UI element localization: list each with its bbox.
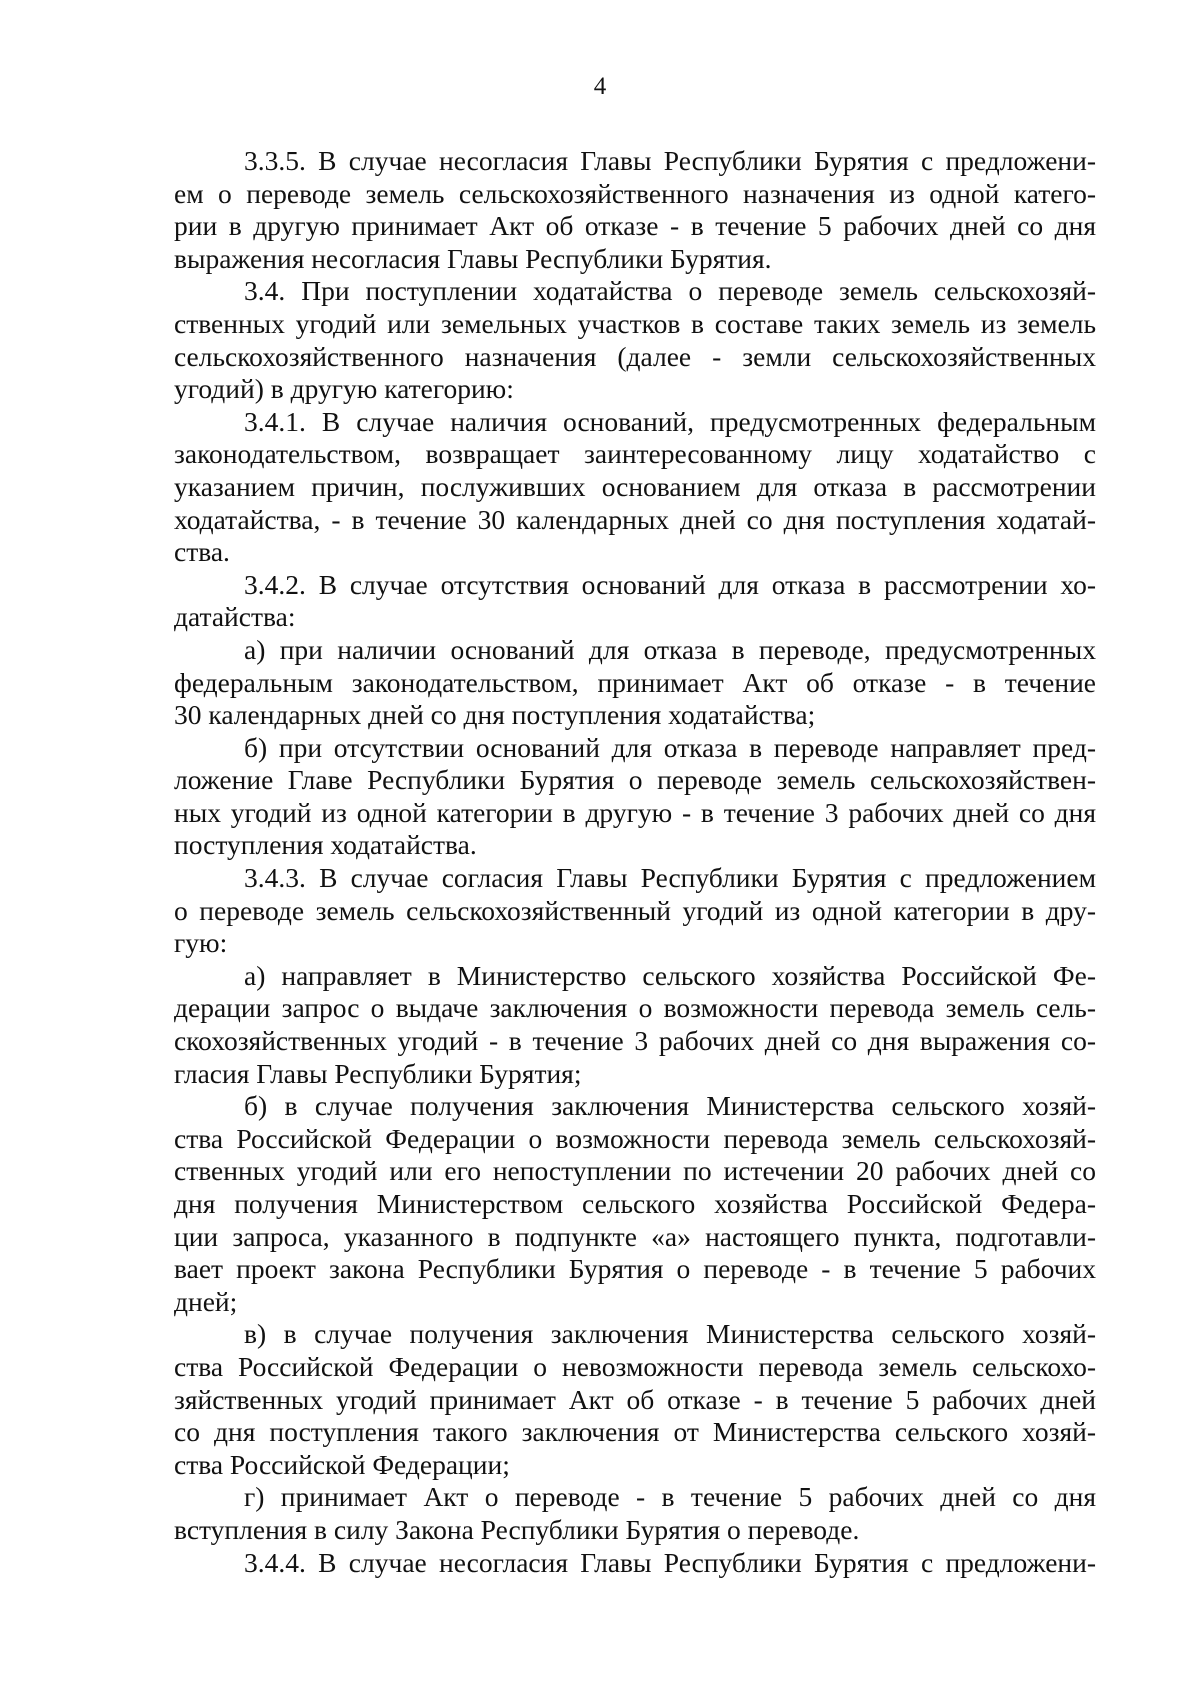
text-line: ственных угодий или его непоступлении по истечении 20 рабочих дней со (174, 1155, 1096, 1187)
text-line: 30 календарных дней со дня поступления ходатайства; (174, 699, 816, 731)
text-line: ства Российской Федерации о возможности перевода земель сельскохозяй- (174, 1122, 1096, 1154)
text-line: ции запроса, указанного в подпункте «а» настоящего пункта, подготавли- (174, 1220, 1096, 1252)
text-line: федеральным законодательством, принимает Акт об отказе - в течение (174, 666, 1096, 698)
text-line: со дня поступления такого заключения от Министерства сельского хозяй- (174, 1416, 1096, 1448)
text-line: гласия Главы Республики Бурятия; (174, 1057, 582, 1089)
text-line: сельскохозяйственного назначения (далее - земли сельскохозяйственных (174, 340, 1096, 372)
text-line: датайства: (174, 601, 296, 633)
text-line: указанием причин, послуживших основанием для отказа в рассмотрении (174, 470, 1096, 502)
text-line: ственных угодий или земельных участков в составе таких земель из земель (174, 307, 1096, 339)
text-line: 3.3.5. В случае несогласия Главы Республики Бурятия с предложени- (244, 145, 1096, 176)
text-line: дерации запрос о выдаче заключения о возможности перевода земель сель- (174, 992, 1096, 1024)
text-line: рии в другую принимает Акт об отказе - в течение 5 рабочих дней со дня (174, 210, 1096, 242)
text-line: б) при отсутствии оснований для отказа в переводе направляет пред- (244, 731, 1096, 763)
text-line: скохозяйственных угодий - в течение 3 рабочих дней со дня выражения со- (174, 1025, 1096, 1057)
text-line: законодательством, возвращает заинтересованному лицу ходатайство с (174, 438, 1096, 470)
text-line: ства Российской Федерации; (174, 1448, 510, 1480)
text-line: вступления в силу Закона Республики Бурятия о переводе. (174, 1513, 860, 1545)
text-line: 3.4. При поступлении ходатайства о переводе земель сельскохозяй- (244, 275, 1096, 307)
text-line: ства. (174, 536, 230, 568)
text-line: в) в случае получения заключения Министерства сельского хозяй- (244, 1318, 1096, 1350)
text-line: 3.4.4. В случае несогласия Главы Республики Бурятия с предложени- (244, 1546, 1096, 1578)
text-line: 3.4.2. В случае отсутствия оснований для отказа в рассмотрении хо- (244, 568, 1096, 600)
text-line: ства Российской Федерации о невозможности перевода земель сельскохо- (174, 1350, 1096, 1382)
text-line: выражения несогласия Главы Республики Бурятия. (174, 242, 772, 274)
text-line: 3.4.1. В случае наличия оснований, предусмотренных федеральным (244, 405, 1096, 437)
text-line: ложение Главе Республики Бурятия о переводе земель сельскохозяйствен- (174, 764, 1096, 796)
text-line: вает проект закона Республики Бурятия о переводе - в течение 5 рабочих (174, 1253, 1096, 1285)
text-line: гую: (174, 927, 228, 959)
text-line: а) при наличии оснований для отказа в переводе, предусмотренных (244, 633, 1096, 665)
document-body (174, 145, 1096, 1579)
text-line: о переводе земель сельскохозяйственный угодий из одной категории в дру- (174, 894, 1096, 926)
text-line: зяйственных угодий принимает Акт об отказе - в течение 5 рабочих дней (174, 1383, 1096, 1415)
text-line: б) в случае получения заключения Министерства сельского хозяй- (244, 1090, 1096, 1122)
text-line: поступления ходатайства. (174, 829, 477, 861)
text-line: 3.4.3. В случае согласия Главы Республики Бурятия с предложением (244, 862, 1096, 894)
text-line: г) принимает Акт о переводе - в течение 5 рабочих дней со дня (244, 1481, 1096, 1513)
text-line: ходатайства, - в течение 30 календарных дней со дня поступления ходатай- (174, 503, 1096, 535)
text-line: ем о переводе земель сельскохозяйственного назначения из одной катего- (174, 177, 1096, 209)
text-line: дня получения Министерством сельского хозяйства Российской Федера- (174, 1188, 1096, 1219)
text-line: а) направляет в Министерство сельского хозяйства Российской Фе- (244, 959, 1096, 991)
text-line: дней; (174, 1285, 238, 1317)
text-line: ных угодий из одной категории в другую - в течение 3 рабочих дней со дня (174, 796, 1096, 828)
page-number: 4 (593, 73, 607, 100)
text-line: угодий) в другую категорию: (174, 373, 514, 405)
